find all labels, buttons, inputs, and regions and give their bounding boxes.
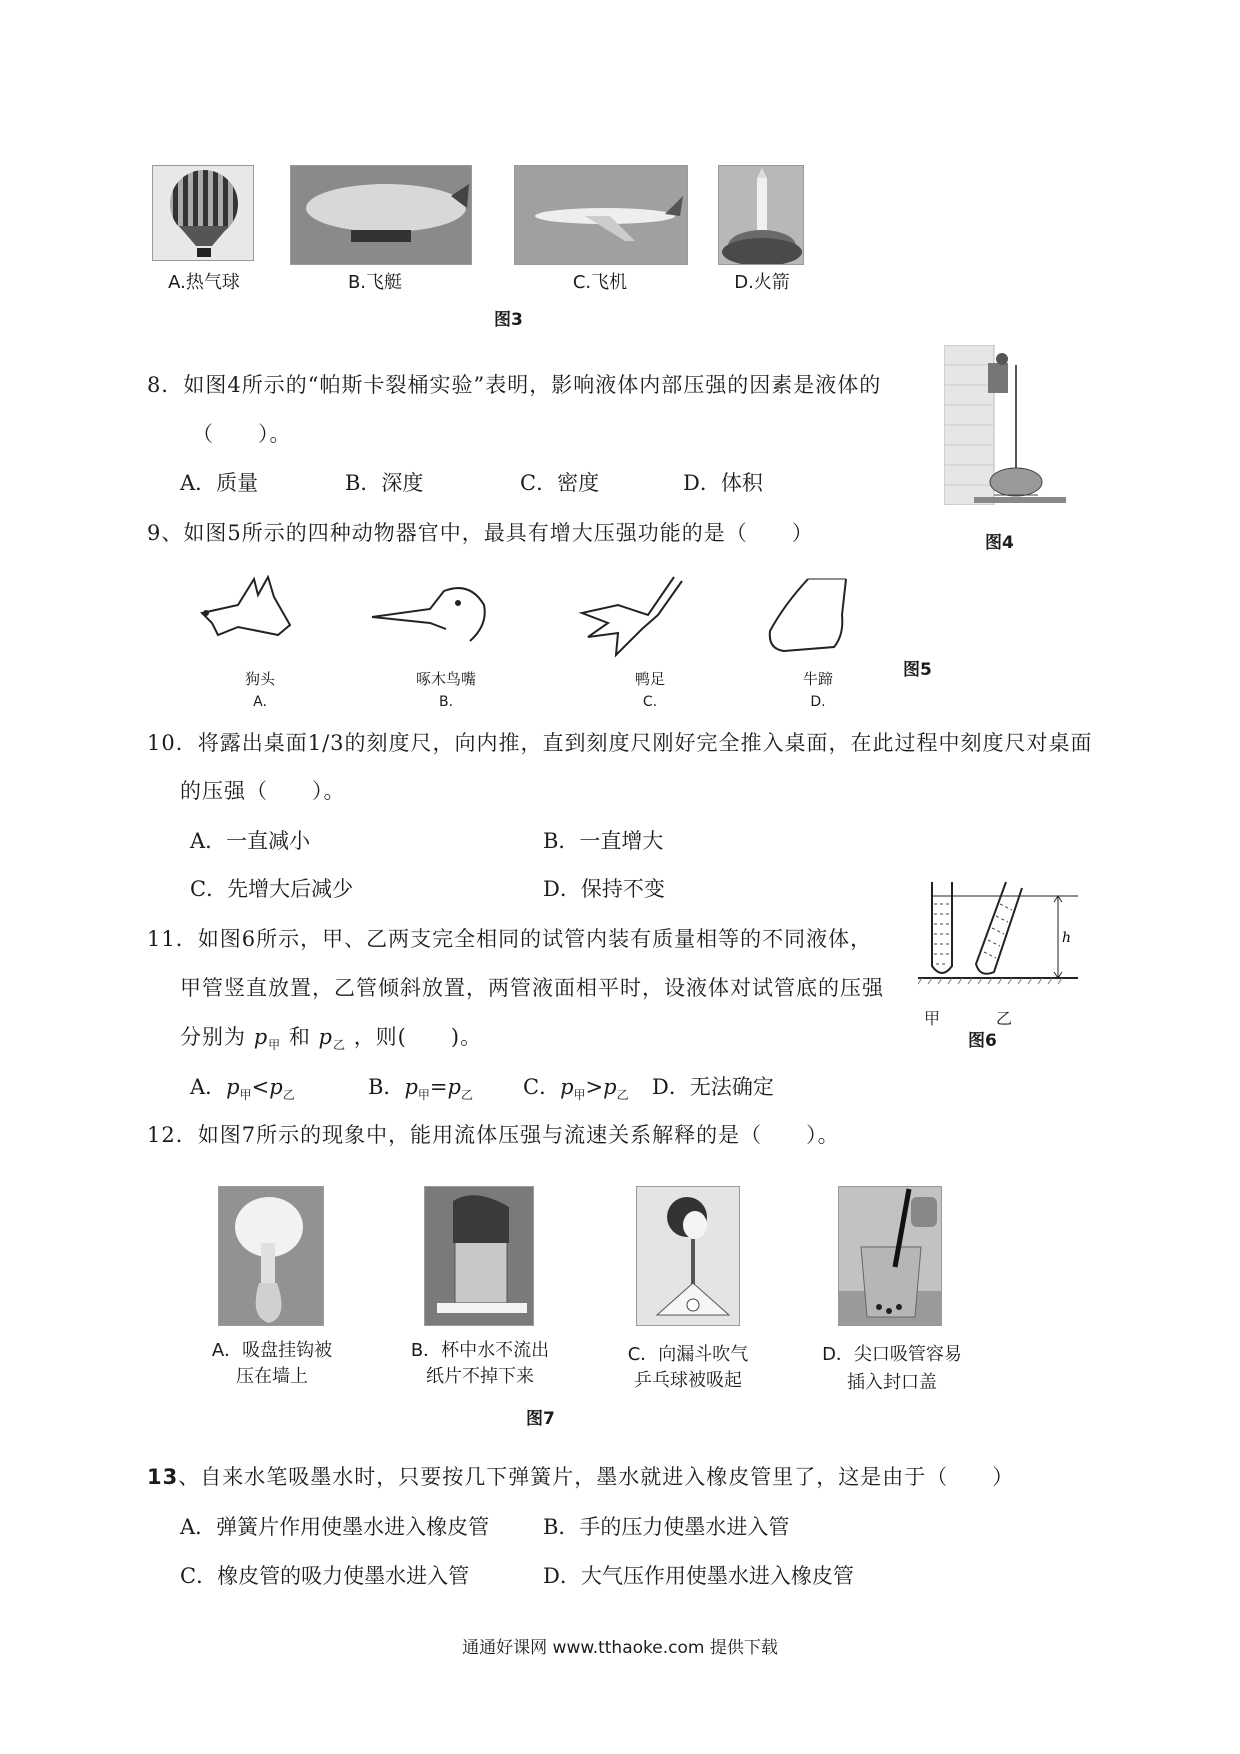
q13-body: 、自来水笔吸墨水时，只要按几下弹簧片，墨水就进入橡皮管里了，这是由于（ ） bbox=[178, 1465, 1015, 1489]
airplane-image bbox=[515, 166, 688, 265]
suction-cup-photo bbox=[218, 1186, 324, 1326]
test-tubes-image bbox=[918, 878, 1078, 1000]
footer-text: 通通好课网 www.tthaoke.com 提供下载 bbox=[462, 1638, 778, 1658]
height-label: h bbox=[1062, 930, 1072, 946]
fig3-label-a: A.热气球 bbox=[168, 272, 240, 293]
q11-option-a-letter: A． bbox=[190, 1075, 227, 1099]
q11-option-a-sub2: 乙 bbox=[282, 1088, 295, 1103]
airplane-photo bbox=[514, 165, 688, 265]
q9-item-a-name: 狗头 bbox=[244, 670, 275, 688]
q11-option-d bbox=[652, 1072, 774, 1102]
q11-option-b-p2: p bbox=[447, 1075, 461, 1099]
rocket-photo bbox=[718, 165, 804, 265]
figure3-caption: 图3 bbox=[494, 310, 523, 330]
cup-of-water-photo bbox=[424, 1186, 534, 1326]
cow-hoof-drawing bbox=[764, 575, 854, 660]
duck-foot-drawing bbox=[578, 575, 688, 660]
q11-option-c-rel: > bbox=[585, 1075, 604, 1099]
q10-option-a: A．一直减小 bbox=[190, 829, 311, 853]
q13-option-c: C．橡皮管的吸力使墨水进入管 bbox=[180, 1564, 470, 1588]
hot-air-balloon-image bbox=[153, 166, 254, 261]
pascal-barrel-image bbox=[944, 345, 1066, 505]
q13-option-d: D．大气压作用使墨水进入橡皮管 bbox=[543, 1564, 854, 1588]
q11-option-c-letter: C． bbox=[523, 1075, 561, 1099]
cow-hoof-icon bbox=[764, 575, 854, 660]
q9-item-c-name: 鸭足 bbox=[634, 670, 665, 688]
q8-option-c: C．密度 bbox=[520, 471, 600, 495]
tube-yi-label: 乙 bbox=[995, 1009, 1012, 1028]
q8-line2: （ ）。 bbox=[192, 422, 292, 446]
q11-option-c-sub2: 乙 bbox=[616, 1088, 629, 1103]
q11-option-b-letter: B． bbox=[368, 1075, 405, 1099]
q9-item-a-letter: A. bbox=[253, 694, 267, 710]
p-yi-symbol: p bbox=[318, 1025, 333, 1049]
fig7-label-a-line2: 压在墙上 bbox=[236, 1366, 308, 1387]
q12-text: 12．如图7所示的现象中，能用流体压强与流速关系解释的是（ ）。 bbox=[147, 1123, 840, 1147]
q11-option-a-sub1: 甲 bbox=[239, 1088, 252, 1103]
q11-option-a-p2: p bbox=[269, 1075, 283, 1099]
q11-line3 bbox=[180, 1022, 482, 1060]
woodpecker-beak-icon bbox=[370, 585, 490, 645]
q10-option-c: C．先增大后减少 bbox=[190, 877, 354, 901]
suction-cup-image bbox=[219, 1187, 324, 1326]
q10-option-d: D．保持不变 bbox=[543, 877, 665, 901]
fig7-label-d-line1: D．尖口吸管容易 bbox=[822, 1344, 962, 1365]
q9-item-b-name: 啄木鸟嘴 bbox=[415, 670, 476, 688]
q11-option-d-text: 无法确定 bbox=[689, 1075, 774, 1099]
q11-option-a bbox=[190, 1072, 295, 1110]
rocket-image bbox=[719, 166, 804, 265]
q11-option-c-sub1: 甲 bbox=[573, 1088, 586, 1103]
q11-option-b-rel: = bbox=[429, 1075, 448, 1099]
fig3-label-c: C.飞机 bbox=[572, 272, 628, 293]
q11-line3-and: 和 bbox=[288, 1025, 311, 1049]
q11-line3-suffix: ，则( )。 bbox=[353, 1025, 483, 1049]
fig3-label-b: B.飞艇 bbox=[347, 272, 403, 293]
p-yi-subscript: 乙 bbox=[332, 1038, 346, 1053]
q8-line1: 8．如图4所示的“帕斯卡裂桶实验”表明，影响液体内部压强的因素是液体的 bbox=[147, 373, 882, 397]
q8-option-b: B．深度 bbox=[345, 471, 424, 495]
airship-image bbox=[291, 166, 472, 265]
q13-text bbox=[147, 1462, 1014, 1492]
q9-item-c-letter: C. bbox=[642, 694, 658, 710]
q11-option-b-sub2: 乙 bbox=[460, 1088, 473, 1103]
q9-text: 9、如图5所示的四种动物器官中，最具有增大压强功能的是（ ） bbox=[147, 521, 814, 545]
q10-line2: 的压强（ ）。 bbox=[180, 779, 346, 803]
fig7-label-a-line1: A．吸盘挂钩被 bbox=[211, 1340, 333, 1361]
q10-option-b: B．一直增大 bbox=[543, 829, 664, 853]
q11-line1: 11．如图6所示，甲、乙两支完全相同的试管内装有质量相等的不同液体， bbox=[147, 927, 873, 951]
dog-head-drawing bbox=[198, 575, 298, 655]
q8-option-a: A．质量 bbox=[180, 471, 259, 495]
figure7-caption: 图7 bbox=[526, 1409, 555, 1429]
cup-of-water-image bbox=[425, 1187, 534, 1326]
q11-option-a-rel: < bbox=[251, 1075, 270, 1099]
fig7-label-c-line1: C．向漏斗吹气 bbox=[627, 1344, 749, 1365]
q13-option-b: B．手的压力使墨水进入管 bbox=[543, 1515, 790, 1539]
hot-air-balloon-photo bbox=[152, 165, 254, 261]
q11-line3-prefix: 分别为 bbox=[180, 1025, 246, 1049]
tube-jia-label: 甲 bbox=[923, 1009, 940, 1028]
q11-option-b-sub1: 甲 bbox=[417, 1088, 430, 1103]
q13-option-a: A．弹簧片作用使墨水进入橡皮管 bbox=[180, 1515, 490, 1539]
q11-line2: 甲管竖直放置，乙管倾斜放置，两管液面相平时，设液体对试管底的压强 bbox=[180, 976, 884, 1000]
fig7-label-d-line2: 插入封口盖 bbox=[847, 1372, 937, 1393]
funnel-blowing-image bbox=[637, 1187, 740, 1326]
q8-option-d: D．体积 bbox=[683, 471, 763, 495]
dog-head-icon bbox=[198, 575, 298, 655]
q9-item-b-letter: B. bbox=[438, 694, 454, 710]
q9-item-d-name: 牛蹄 bbox=[802, 670, 833, 688]
q11-option-c-p2: p bbox=[603, 1075, 617, 1099]
funnel-blowing-photo bbox=[636, 1186, 740, 1326]
p-jia-subscript: 甲 bbox=[268, 1038, 282, 1053]
q10-line1: 10．将露出桌面1/3的刻度尺，向内推，直到刻度尺刚好完全推入桌面，在此过程中刻度尺对桌面 bbox=[147, 731, 1093, 755]
q11-option-b-p1: p bbox=[404, 1075, 418, 1099]
fig7-label-b-line1: B．杯中水不流出 bbox=[410, 1340, 550, 1361]
q11-option-c bbox=[523, 1072, 629, 1110]
q11-option-d-letter: D． bbox=[652, 1075, 690, 1099]
figure6-caption: 图6 bbox=[968, 1031, 997, 1051]
woodpecker-beak-drawing bbox=[370, 585, 490, 645]
test-tubes-figure bbox=[918, 878, 1078, 1000]
p-jia-symbol: p bbox=[253, 1025, 269, 1049]
q11-option-a-p1: p bbox=[226, 1075, 240, 1099]
q11-option-b bbox=[368, 1072, 473, 1110]
figure5-caption: 图5 bbox=[903, 660, 932, 680]
bubble-tea-image bbox=[839, 1187, 942, 1326]
duck-foot-icon bbox=[578, 575, 688, 660]
pascal-barrel-figure bbox=[944, 345, 1066, 505]
q11-option-c-p1: p bbox=[560, 1075, 574, 1099]
figure4-caption: 图4 bbox=[985, 533, 1014, 553]
airship-photo bbox=[290, 165, 472, 265]
fig3-label-d: D.火箭 bbox=[734, 272, 790, 293]
bubble-tea-photo bbox=[838, 1186, 942, 1326]
fig7-label-b-line2: 纸片不掉下来 bbox=[426, 1366, 534, 1387]
q9-item-d-letter: D. bbox=[810, 694, 826, 710]
q13-number: 13 bbox=[147, 1465, 179, 1489]
fig7-label-c-line2: 乒乓球被吸起 bbox=[634, 1370, 742, 1391]
